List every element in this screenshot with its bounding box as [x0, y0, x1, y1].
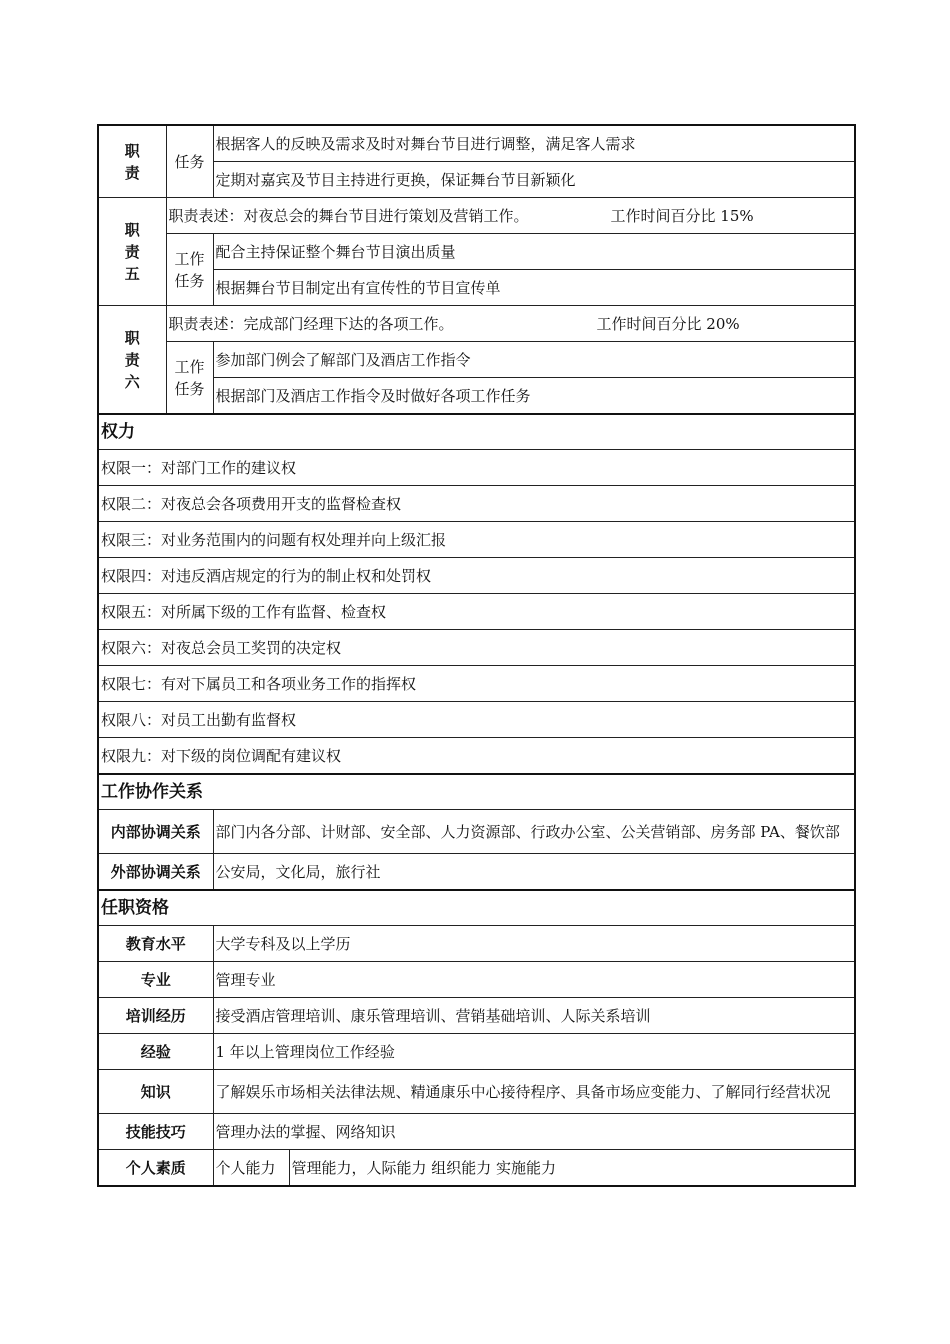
- duty5-percent: 工作时间百分比 15%: [610, 206, 754, 225]
- authority-row: [98, 630, 855, 666]
- qualification-label: 知识: [98, 1070, 213, 1114]
- qualifications-title: 任职资格: [98, 890, 855, 926]
- cooperation-title: 工作协作关系: [98, 774, 855, 810]
- duty4-task-1: 根据客人的反映及需求及时对舞台节目进行调整，满足客人需求: [213, 125, 855, 162]
- qualifications-header-row: [98, 890, 855, 926]
- duty6-label: 职 责 六: [98, 306, 166, 415]
- cooperation-header-row: [98, 774, 855, 810]
- external-coordination-label: 外部协调关系: [98, 854, 213, 891]
- qualification-row: [98, 998, 855, 1034]
- personal-ability-label: 个人能力: [213, 1150, 289, 1187]
- external-coordination-value: 公安局，文化局，旅行社: [213, 854, 855, 891]
- authority-row: [98, 594, 855, 630]
- personal-quality-label: 个人素质: [98, 1150, 213, 1187]
- personal-quality-row: [98, 1150, 855, 1187]
- duty5-task-2: 根据舞台节目制定出有宣传性的节目宣传单: [213, 270, 855, 306]
- qualification-row: [98, 1070, 855, 1114]
- qualification-value: 了解娱乐市场相关法律法规、精通康乐中心接待程序、具备市场应变能力、了解同行经营状况: [213, 1070, 855, 1114]
- duty4-label: 职 责: [98, 125, 166, 198]
- authority-row: [98, 702, 855, 738]
- job-description-page: [97, 124, 854, 1187]
- qualification-row: [98, 1034, 855, 1070]
- authority-row: [98, 522, 855, 558]
- duty5-statement-cell: [166, 198, 855, 234]
- personal-ability-value: 管理能力，人际能力 组织能力 实施能力: [289, 1150, 855, 1187]
- duty5-task-label: 工作 任务: [166, 234, 213, 306]
- duty5-statement: 职责表述：对夜总会的舞台节目进行策划及营销工作。: [168, 206, 529, 225]
- duty4-task-label: 任务: [166, 125, 213, 198]
- authority-header-row: [98, 414, 855, 450]
- authority-item: 权限八：对员工出勤有监督权: [98, 702, 855, 738]
- duty5-task-row-1: [98, 234, 855, 270]
- authority-title: 权力: [98, 414, 855, 450]
- authority-item: 权限一：对部门工作的建议权: [98, 450, 855, 486]
- qualification-value: 管理专业: [213, 962, 855, 998]
- authority-item: 权限四：对违反酒店规定的行为的制止权和处罚权: [98, 558, 855, 594]
- duty6-task-row-1: [98, 342, 855, 378]
- internal-coordination-label: 内部协调关系: [98, 810, 213, 854]
- authority-item: 权限七：有对下属员工和各项业务工作的指挥权: [98, 666, 855, 702]
- job-description-table: [97, 124, 856, 1187]
- authority-row: [98, 738, 855, 775]
- authority-item: 权限二：对夜总会各项费用开支的监督检查权: [98, 486, 855, 522]
- qualification-value: 接受酒店管理培训、康乐管理培训、营销基础培训、人际关系培训: [213, 998, 855, 1034]
- qualification-label: 专业: [98, 962, 213, 998]
- qualification-row: [98, 926, 855, 962]
- duty5-task-1: 配合主持保证整个舞台节目演出质量: [213, 234, 855, 270]
- qualification-label: 培训经历: [98, 998, 213, 1034]
- qualification-row: [98, 1114, 855, 1150]
- duty6-statement-row: [98, 306, 855, 342]
- duty6-percent: 工作时间百分比 20%: [596, 314, 740, 333]
- external-coordination-row: [98, 854, 855, 891]
- authority-item: 权限三：对业务范围内的问题有权处理并向上级汇报: [98, 522, 855, 558]
- qualification-value: 1 年以上管理岗位工作经验: [213, 1034, 855, 1070]
- qualification-label: 教育水平: [98, 926, 213, 962]
- authority-row: [98, 558, 855, 594]
- internal-coordination-row: [98, 810, 855, 854]
- duty6-task-label: 工作 任务: [166, 342, 213, 415]
- authority-item: 权限六：对夜总会员工奖罚的决定权: [98, 630, 855, 666]
- duty4-task-row-1: [98, 125, 855, 162]
- authority-item: 权限九：对下级的岗位调配有建议权: [98, 738, 855, 775]
- authority-row: [98, 666, 855, 702]
- duty5-statement-row: [98, 198, 855, 234]
- qualification-value: 大学专科及以上学历: [213, 926, 855, 962]
- authority-item: 权限五：对所属下级的工作有监督、检查权: [98, 594, 855, 630]
- duty6-statement-cell: [166, 306, 855, 342]
- qualification-value: 管理办法的掌握、网络知识: [213, 1114, 855, 1150]
- qualification-label: 技能技巧: [98, 1114, 213, 1150]
- duty6-task-2: 根据部门及酒店工作指令及时做好各项工作任务: [213, 378, 855, 415]
- authority-row: [98, 450, 855, 486]
- duty5-label: 职 责 五: [98, 198, 166, 306]
- authority-row: [98, 486, 855, 522]
- internal-coordination-value: 部门内各分部、计财部、安全部、人力资源部、行政办公室、公关营销部、房务部 PA、餐饮部: [213, 810, 855, 854]
- duty6-task-1: 参加部门例会了解部门及酒店工作指令: [213, 342, 855, 378]
- qualification-label: 经验: [98, 1034, 213, 1070]
- duty4-task-2: 定期对嘉宾及节目主持进行更换，保证舞台节目新颖化: [213, 162, 855, 198]
- qualification-row: [98, 962, 855, 998]
- duty6-statement: 职责表述：完成部门经理下达的各项工作。: [168, 314, 454, 333]
